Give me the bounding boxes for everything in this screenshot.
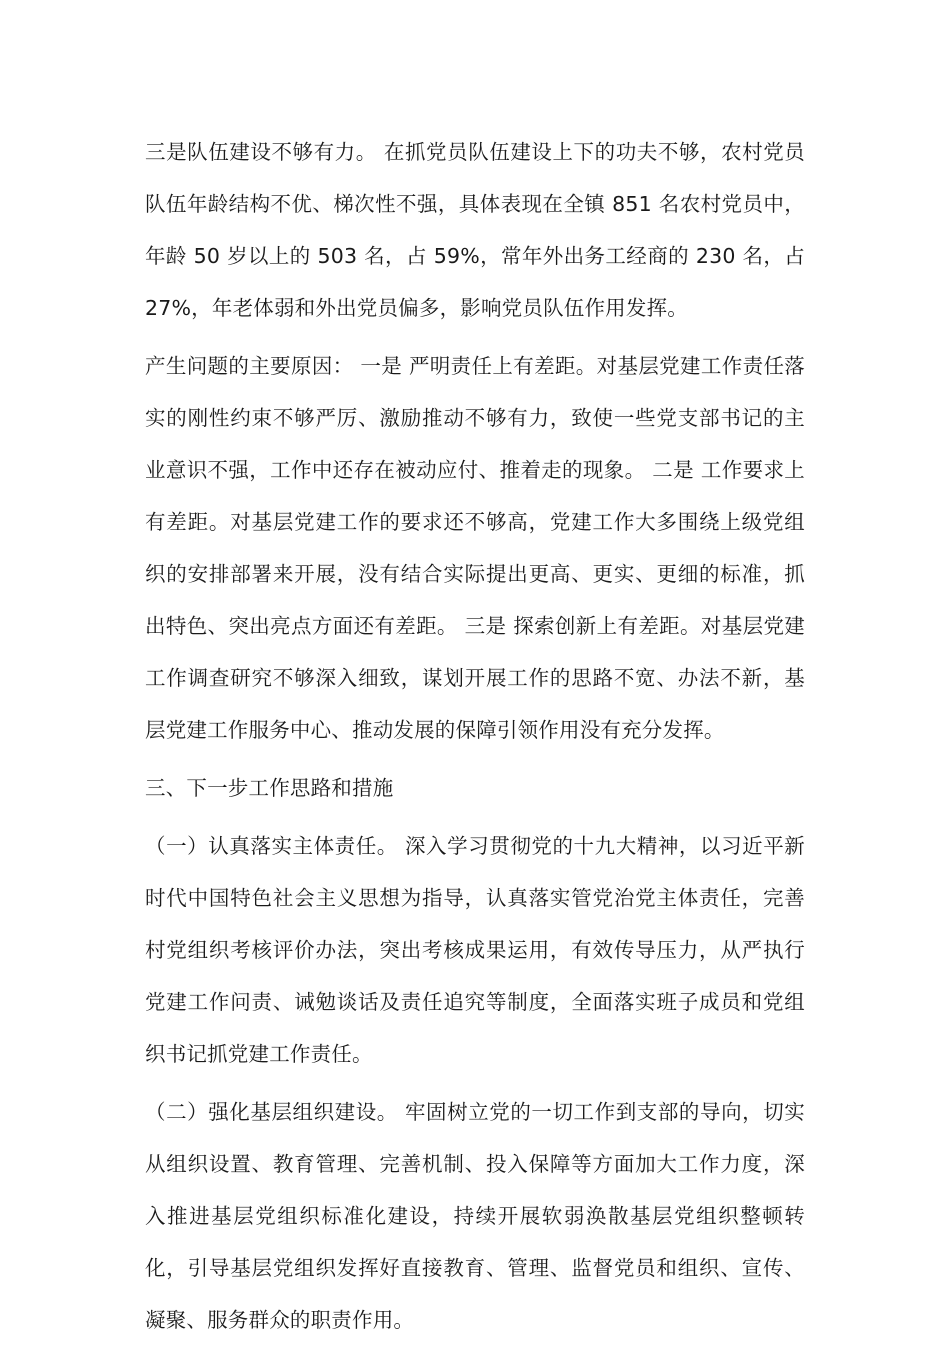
paragraph-grassroots-organization: （二）强化基层组织建设。 牢固树立党的一切工作到支部的导向，切实从组织设置、教育管理、完善机制、投入保障等方面加大工作力度，深入推进基层党组织标准化建设，持续开展软弱涣散基层党组织整顿转化，引导基层党组织发挥好直接教育、管理、监督党员和组织、宣传、凝聚、服务群众的职责作用。 — [145, 1100, 805, 1332]
document-body — [145, 126, 805, 1352]
paragraph-team-building: 三是队伍建设不够有力。 在抓党员队伍建设上下的功夫不够，农村党员队伍年龄结构不优、梯次性不强，具体表现在全镇 851 名农村党员中，年龄 50 岁以上的 503 名，占 59%，常年外出务工经商的 230 名，占 27%，年老体弱和外出党员偏多，影响党员队伍作用发挥。 — [145, 140, 805, 320]
paragraph-main-responsibility: （一）认真落实主体责任。 深入学习贯彻党的十九大精神，以习近平新时代中国特色社会主义思想为指导，认真落实管党治党主体责任，完善村党组织考核评价办法，突出考核成果运用，有效传导压力，从严执行党建工作问责、诫勉谈话及责任追究等制度，全面落实班子成员和党组织书记抓党建工作责任。 — [145, 834, 805, 1066]
section-heading-next-steps: 三、下一步工作思路和措施 — [145, 776, 394, 800]
paragraph-root-causes: 产生问题的主要原因： 一是 严明责任上有差距。对基层党建工作责任落实的刚性约束不够严厉、激励推动不够有力，致使一些党支部书记的主业意识不强，工作中还存在被动应付、推着走的现象。 二是 工作要求上有差距。对基层党建工作的要求还不够高，党建工作大多围绕上级党组织的安排部署来开展，没有结合实际提出更高、更实、更细的标准，抓出特色、突出亮点方面还有差距。 三是 探索创新上有差距。对基层党建工作调查研究不够深入细致，谋划开展工作的思路不宽、办法不新，基层党建工作服务中心、推动发展的保障引领作用没有充分发挥。 — [145, 354, 805, 742]
